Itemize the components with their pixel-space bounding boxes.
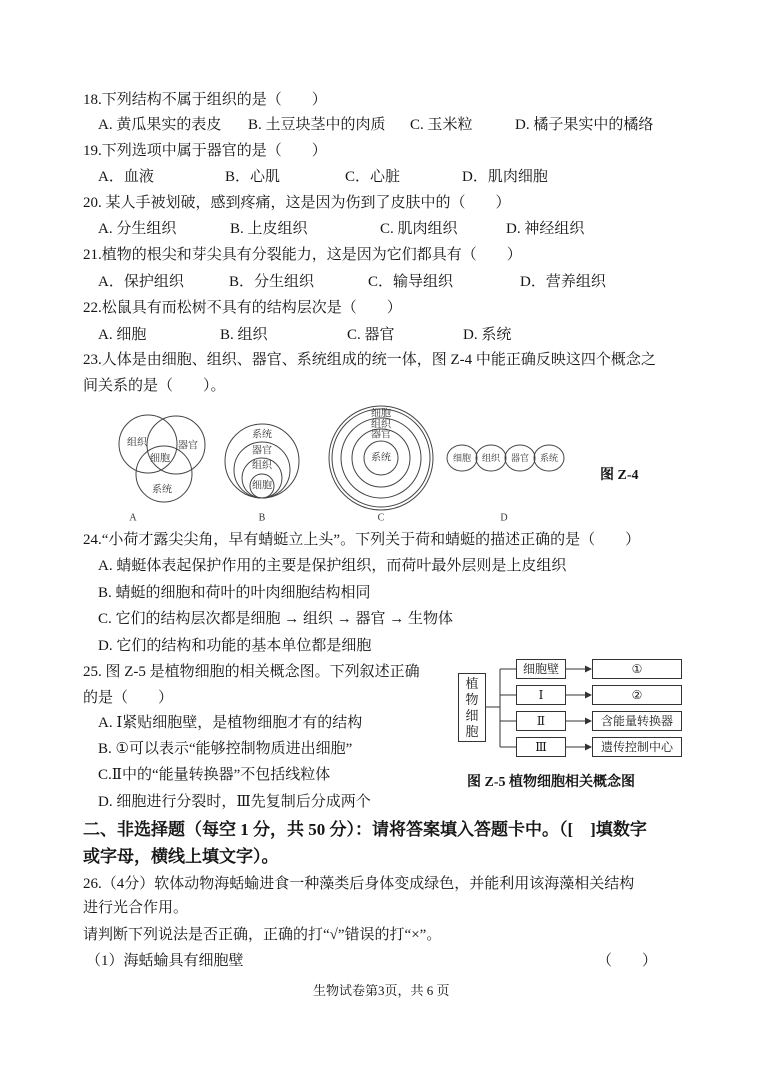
- q19-options: [0, 167, 760, 187]
- q22-option-c: C. 器官: [347, 327, 395, 343]
- q26-stem-line-2: 进行光合作用。: [83, 900, 189, 916]
- q26-item-1-blank: （ ）: [597, 953, 658, 969]
- z5-root-box: [458, 673, 486, 742]
- q20-option-b: B. 上皮组织: [230, 221, 308, 237]
- z5-right-box-3: 含能量转换器: [592, 711, 682, 731]
- figure-z5-caption: 图 Z-5 植物细胞相关概念图: [467, 775, 635, 790]
- q18-option-d: D. 橘子果实中的橘络: [515, 117, 654, 133]
- q25-stem-line-1: 25. 图 Z-5 是植物细胞的相关概念图。下列叙述正确: [83, 664, 420, 680]
- q22-options: [0, 325, 760, 345]
- q20-option-a: A. 分生组织: [98, 221, 177, 237]
- z4a-letter: A: [129, 512, 137, 524]
- q25-option-c: C.Ⅱ中的“能量转换器”不包括线粒体: [98, 767, 331, 783]
- q21-option-d: D．营养组织: [520, 274, 606, 290]
- z5-middle-box-3: Ⅱ: [516, 711, 566, 731]
- q24-option-b: B. 蜻蜓的细胞和荷叶的叶肉细胞结构相同: [98, 585, 371, 601]
- q20-stem: 20. 某人手被划破，感到疼痛，这是因为伤到了皮肤中的（ ）: [83, 195, 511, 211]
- z4b-label-2: 器官: [252, 445, 272, 457]
- q18-option-b: B. 土豆块茎中的肉质: [248, 117, 386, 133]
- q23-stem-line-1: 23.人体是由细胞、组织、器官、系统组成的统一体，图 Z-4 中能正确反映这四个概念之: [83, 352, 656, 368]
- q24-option-d: D. 它们的结构和功能的基本单位都是细胞: [98, 638, 372, 654]
- q22-stem: 22.松鼠具有而松树不具有的结构层次是（ ）: [83, 300, 402, 316]
- z4a-label-4: 系统: [152, 484, 172, 496]
- q21-option-b: B．分生组织: [229, 274, 315, 290]
- z5-middle-box-2: Ⅰ: [516, 685, 566, 705]
- q18-option-a: A. 黄瓜果实的表皮: [98, 117, 222, 133]
- q19-option-d: D．肌肉细胞: [462, 169, 548, 185]
- z4d-label-4: 系统: [539, 453, 559, 463]
- q24-stem: 24.“小荷才露尖尖角，早有蜻蜓立上头”。下列关于荷和蜻蜓的描述正确的是（ ）: [83, 532, 641, 548]
- section2-heading-line-2: 或字母，横线上填文字）。: [83, 847, 279, 866]
- q25-option-a: A. Ⅰ紧贴细胞壁，是植物细胞才有的结构: [98, 715, 363, 731]
- z5-right-box-4: 遗传控制中心: [592, 737, 682, 757]
- q20-options: [0, 219, 760, 239]
- z4d-letter: D: [500, 512, 508, 524]
- q24-option-c: C. 它们的结构层次都是细胞 → 组织 → 器官 → 生物体: [98, 611, 454, 627]
- section2-heading-line-1: 二、非选择题（每空 1 分，共 50 分）：请将答案填入答题卡中。（[ ]填数字: [83, 820, 647, 839]
- q21-option-c: C．输导组织: [368, 274, 454, 290]
- q23-stem-line-2: 间关系的是（ ）。: [83, 378, 226, 394]
- z4c-label-3: 器官: [371, 429, 391, 441]
- z5-middle-box-4: Ⅲ: [516, 737, 566, 757]
- z4d-label-3: 器官: [510, 453, 530, 463]
- z4c-letter: C: [377, 512, 385, 524]
- z5-right-box-1: ①: [592, 659, 682, 679]
- q18-option-c: C. 玉米粒: [410, 117, 473, 133]
- q21-option-a: A．保护组织: [98, 274, 184, 290]
- z4a-label-3: 细胞: [150, 453, 170, 465]
- q20-option-d: D. 神经组织: [506, 221, 585, 237]
- z4d-label-1: 细胞: [452, 453, 472, 463]
- q19-option-c: C．心脏: [345, 169, 401, 185]
- z4b-label-3: 组织: [252, 460, 272, 472]
- q26-stem-line-1: 26.（4分）软体动物海蛞蝓进食一种藻类后身体变成绿色，并能利用该海藻相关结构: [83, 876, 635, 892]
- q22-option-d: D. 系统: [463, 327, 512, 343]
- q18-options: [0, 115, 760, 135]
- q18-stem: 18.下列结构不属于组织的是（ ）: [83, 92, 327, 108]
- q22-option-b: B. 组织: [220, 327, 268, 343]
- z4b-letter: B: [258, 512, 266, 524]
- z4d-label-2: 组织: [481, 453, 501, 463]
- q22-option-a: A. 细胞: [98, 327, 147, 343]
- z5-root-label: 植物细胞: [465, 676, 479, 739]
- z4b-label-4: 细胞: [252, 480, 272, 492]
- q24-option-a: A. 蜻蜓体表起保护作用的主要是保护组织，而荷叶最外层则是上皮组织: [98, 558, 567, 574]
- q26-item-1: [0, 951, 760, 971]
- q25-option-d: D. 细胞进行分裂时，Ⅲ先复制后分成两个: [98, 794, 371, 810]
- z4a-label-2: 器官: [178, 440, 198, 452]
- z5-right-box-2: ②: [592, 685, 682, 705]
- q26-item-1-text: （1）海蛞蝓具有细胞壁: [86, 953, 244, 969]
- figure-z4-caption: 图 Z-4: [600, 468, 639, 483]
- q19-option-a: A．血液: [98, 169, 154, 185]
- q25-stem-line-2: 的是（ ）: [83, 690, 174, 706]
- z4a-label-1: 组织: [127, 437, 147, 449]
- q25-option-b: B. ①可以表示“能够控制物质进出细胞”: [98, 741, 353, 757]
- q26-instruction: 请判断下列说法是否正确，正确的打“√”错误的打“×”。: [83, 927, 442, 943]
- q21-options: [0, 272, 760, 292]
- q21-stem: 21.植物的根尖和芽尖具有分裂能力，这是因为它们都具有（ ）: [83, 247, 522, 263]
- z4c-label-1: 细胞: [371, 408, 391, 420]
- page-footer: 生物试卷第3页，共 6 页: [313, 983, 450, 998]
- z4c-label-2: 组织: [371, 419, 391, 431]
- q19-option-b: B．心肌: [225, 169, 281, 185]
- z5-middle-box-1: 细胞壁: [516, 659, 566, 679]
- q19-stem: 19.下列选项中属于器官的是（ ）: [83, 143, 327, 159]
- z4b-label-1: 系统: [252, 429, 272, 441]
- z4c-label-4: 系统: [371, 452, 391, 464]
- q20-option-c: C. 肌肉组织: [380, 221, 458, 237]
- figure-z4: [110, 398, 580, 526]
- figure-z5: [455, 655, 685, 763]
